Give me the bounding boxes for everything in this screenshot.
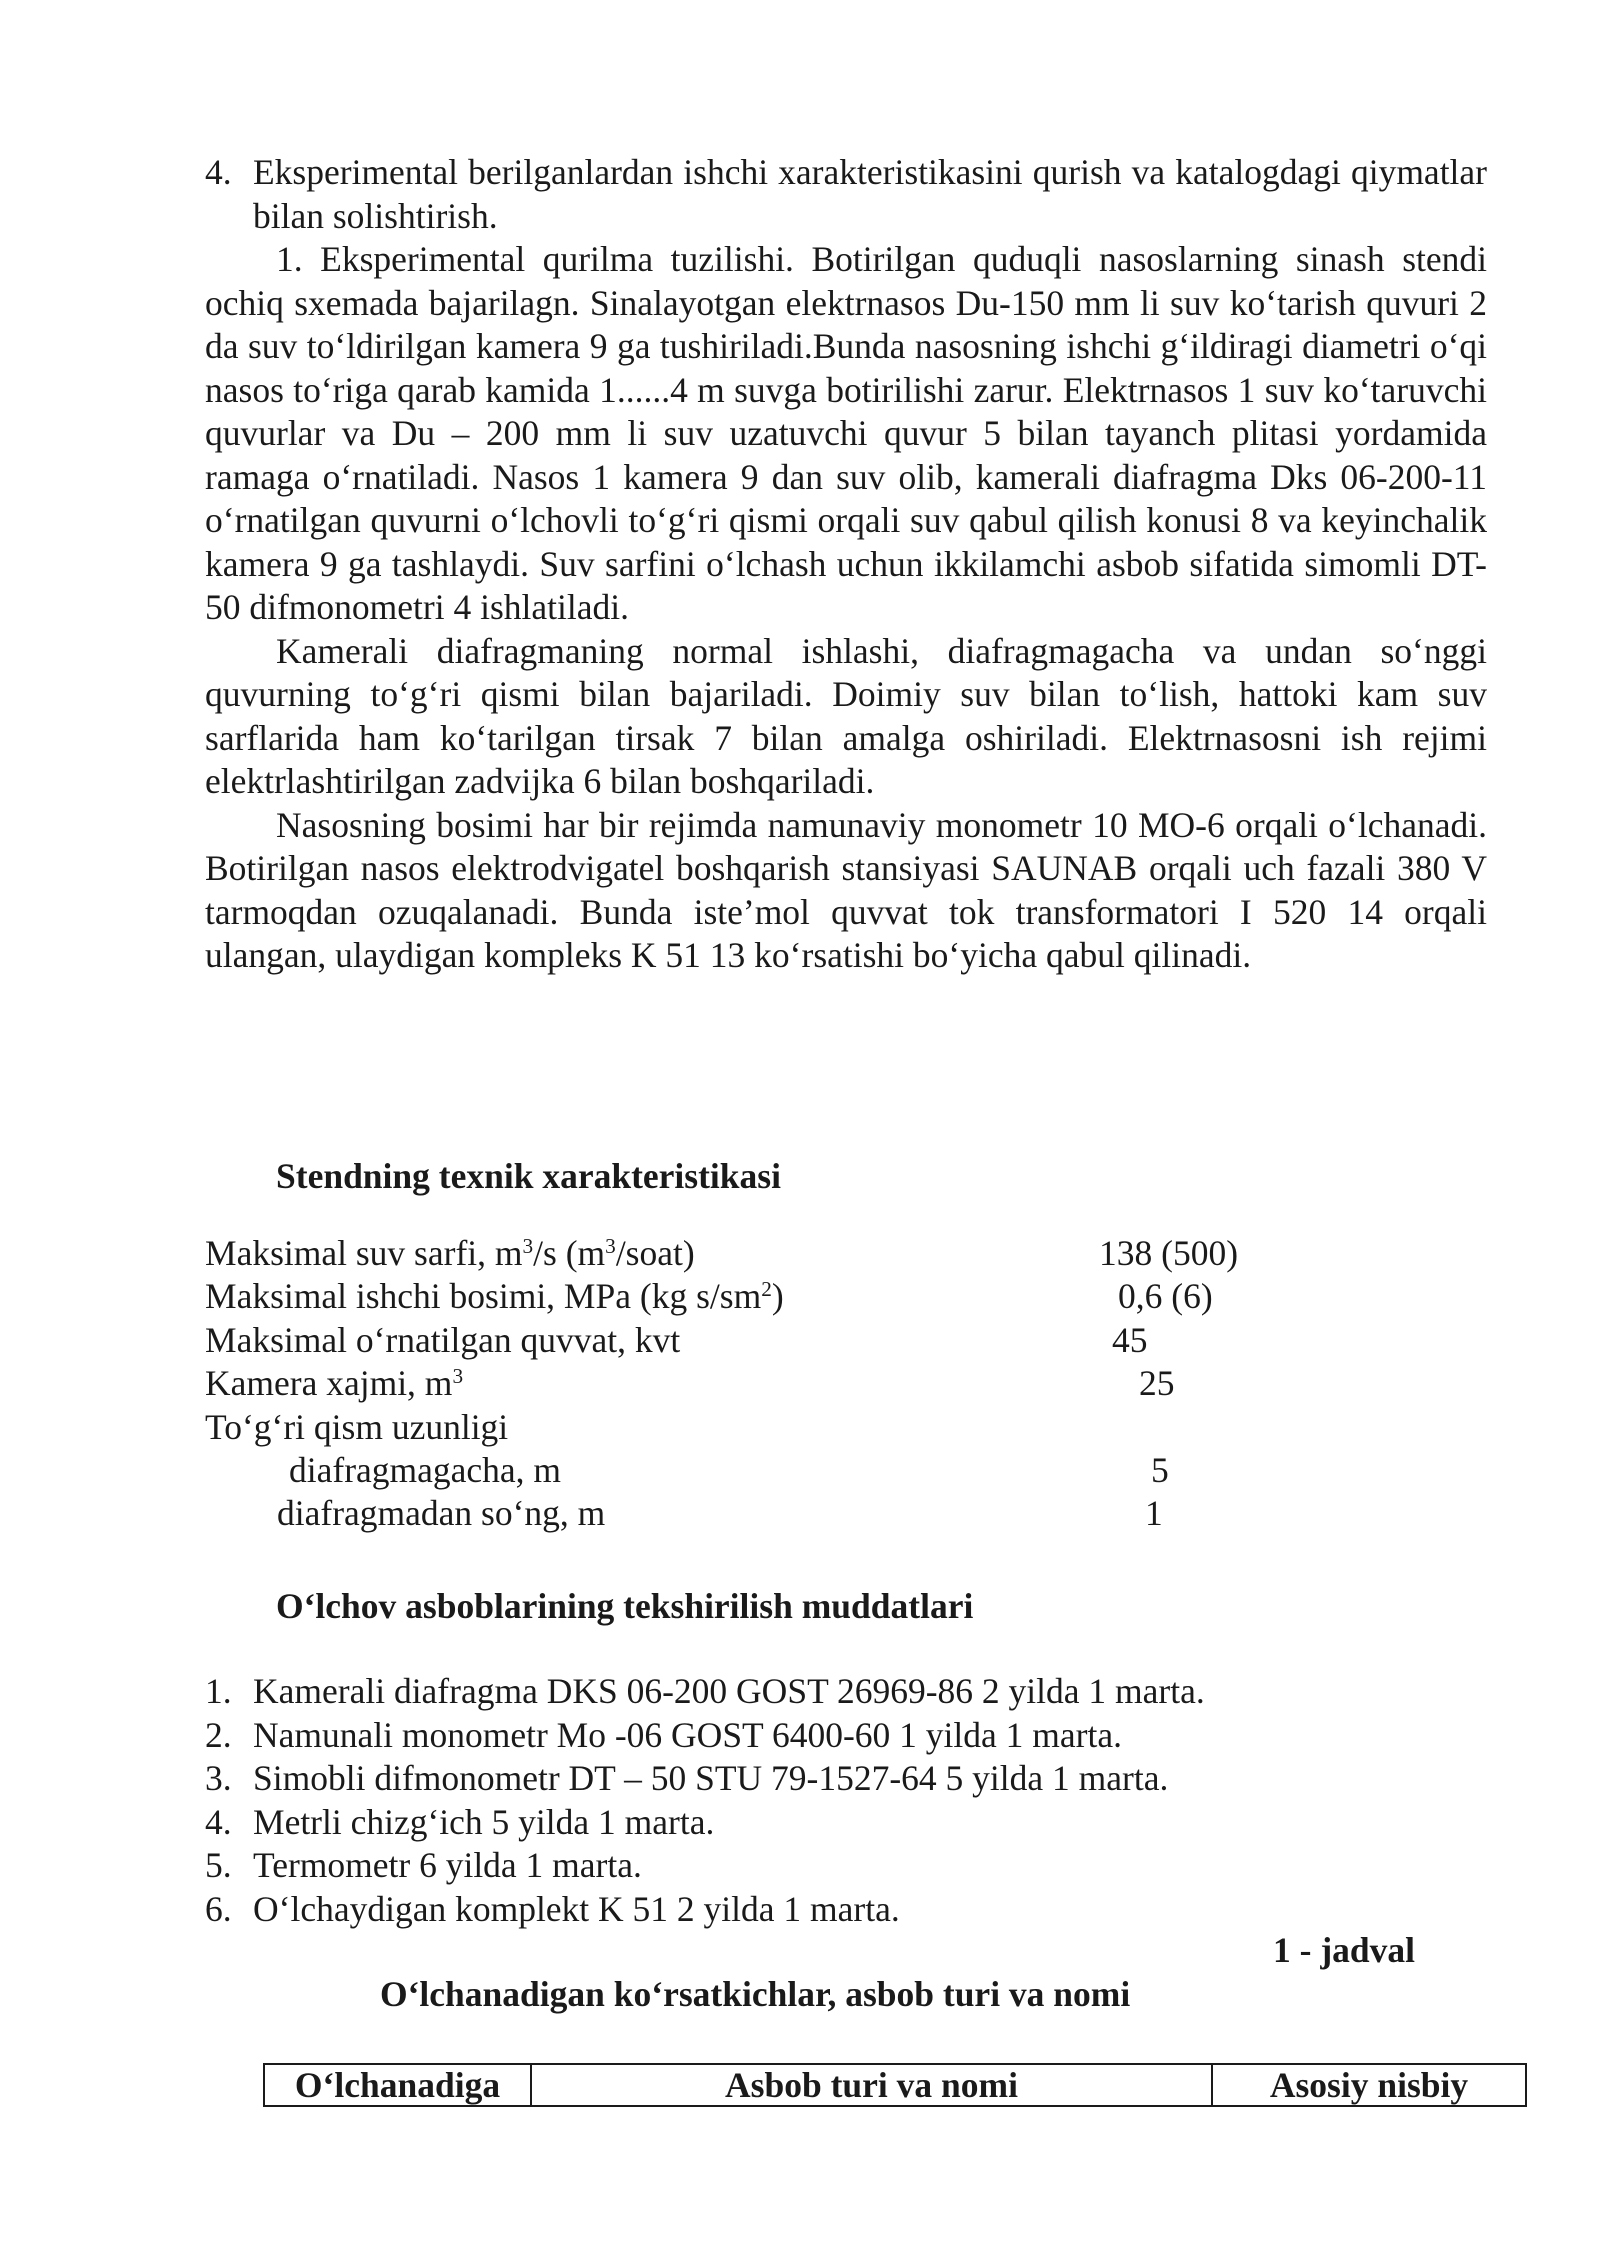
spec-value: 1 [1145,1493,1163,1533]
table-header-cell: O‘lchanadiga [264,2064,531,2106]
spec-label: Maksimal o‘rnatilgan quvvat, kvt [205,1320,681,1360]
spec-value: 5 [1151,1450,1169,1490]
spec-row [205,1362,1487,1406]
list-item: 3. Simobli difmonometr DT – 50 STU 79-1527-64 5 yilda 1 marta. [205,1758,1169,1798]
spec-row [205,1492,1487,1536]
list-item: 5. Termometr 6 yilda 1 marta. [205,1845,642,1885]
paragraph-pressure: Nasosning bosimi har bir rejimda namunaviy monometr 10 MO-6 orqali o‘lchanadi. Botirilgan nasos elektrodvigatel boshqarish stansiyasi SAUNAB orqali uch fazali 380 V tarmoqdan ozuqalanadi. Bunda iste’mol quvvat tok transformatori I 520 14 orqali ulangan, ulaydigan kompleks K 51 13 ko‘rsatishi bo‘yicha qabul qilinadi. [205,804,1487,975]
spec-row [205,1449,1487,1493]
indicators-table [263,2063,1527,2107]
paragraph-setup-description: 1. Eksperimental qurilma tuzilishi. Botirilgan quduqli nasoslarning sinash stendi ochiq sxemada bajarilagn. Sinalayotgan elektrnasos Du-150 mm li suv ko‘tarish quvuri 2 da suv to‘ldirilgan kamera 9 ga tushiriladi.Bunda nasosning ishchi g‘ildiragi diametri o‘qi nasos to‘riga qarab kamida 1......4 m suvga botirilishi zarur. Elektrnasos 1 suv ko‘taruvchi quvurlar va Du – 200 mm li suv uzatuvchi quvur 5 bilan tayanch plitasi yordamida ramaga o‘rnatiladi. Nasos 1 kamera 9 dan suv olib, kamerali diafragma Dks 06-200-11 o‘rnatilgan quvurni o‘lchovli to‘g‘ri qismi orqali suv qabul qilish konusi 8 va keyinchalik kamera 9 ga tashlaydi. Suv sarfini o‘lchash uchun ikkilamchi asbob sifatida simomli DT-50 difmonometri 4 ishlatiladi. [205,239,1487,627]
spec-row [205,1319,1487,1363]
spec-value: 25 [1139,1363,1175,1403]
spec-row [205,1232,1487,1276]
list-item: 6. O‘lchaydigan komplekt K 51 2 yilda 1 marta. [205,1888,900,1929]
spec-value: 138 (500) [1099,1233,1239,1273]
spec-label: Kamera xajmi, $m^3$ [205,1363,464,1403]
spec-label: To‘g‘ri qism uzunligi [205,1407,509,1447]
spec-row [205,1406,1487,1450]
item-number: 4. [205,152,232,192]
table-header-cell: Asosiy nisbiy [1212,2064,1526,2106]
list-item: 4. Metrli chizg‘ich 5 yilda 1 marta. [205,1801,715,1842]
numbered-item [205,151,1487,238]
calibration-list [205,1670,1487,1931]
table-title: O‘lchanadigan ko‘rsatkichlar, asbob turi va nomi [380,1974,1131,2014]
calibration-heading: O‘lchov asboblarining tekshirilish muddatlari [276,1586,974,1626]
document-page [205,151,1487,978]
spec-label: Maksimal suv sarfi, $m^3/s$ $(m^3/soat)$ [205,1233,695,1273]
spec-label: Maksimal ishchi bosimi, MPa (kg $s/sm^2$) [205,1276,784,1316]
paragraph-diaphragm: Kamerali diafragmaning normal ishlashi, diafragmagacha va undan so‘nggi quvurning to‘g‘ri qismi bilan bajariladi. Doimiy suv bilan to‘lish, hattoki kam suv sarflarida ham ko‘tarilgan tirsak 7 bilan amalga oshiriladi. Elektrnasosni ish rejimi elektrlashtirilgan zadvijka 6 bilan boshqariladi. [205,630,1487,801]
list-item: 1. Kamerali diafragma DKS 06-200 GOST 26969-86 2 yilda 1 marta. [205,1671,1205,1711]
spec-value: 0,6 (6) [1118,1276,1213,1316]
item-text: Eksperimental berilganlardan ishchi xarakteristikasini qurish va katalogdagi qiymatlar bilan solishtirish. [253,152,1487,236]
spec-row [205,1275,1487,1319]
spec-value: 45 [1112,1320,1148,1360]
table-header-cell: Asbob turi va nomi [531,2064,1212,2106]
list-item: 2. Namunali monometr Mo -06 GOST 6400-60 1 yilda 1 marta. [205,1714,1122,1755]
spec-label: diafragmadan so‘ng, m [277,1493,606,1533]
table-header-row [264,2064,1526,2106]
specs-heading: Stendning texnik xarakteristikasi [276,1156,781,1196]
table-label: 1 - jadval [1273,1930,1415,1970]
spec-label: diafragmagacha, m [289,1450,562,1490]
